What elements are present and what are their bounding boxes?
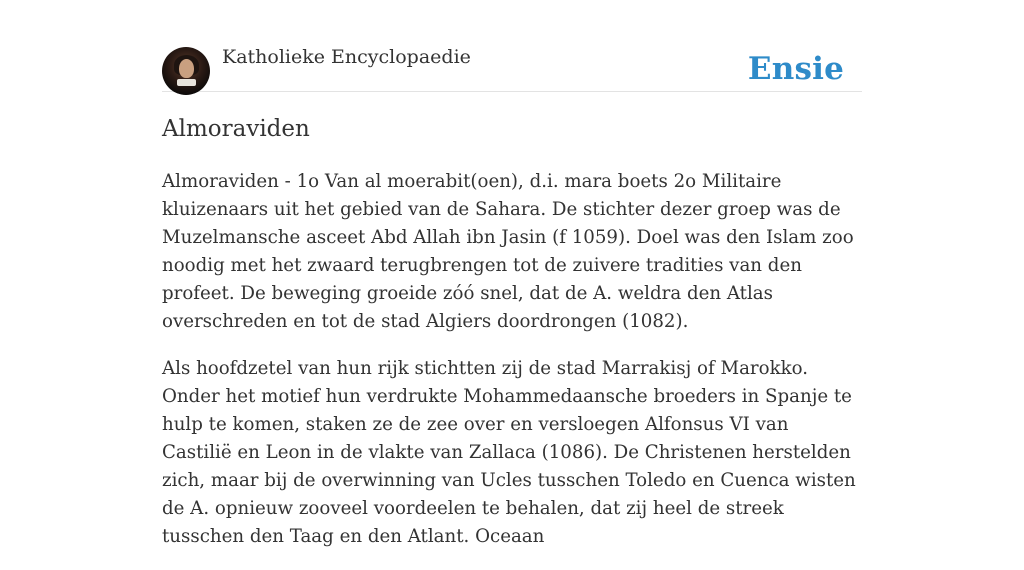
- article-body: [162, 168, 862, 570]
- page-title: Almoraviden: [162, 116, 310, 142]
- brand-logo-link[interactable]: Ensie: [747, 51, 844, 87]
- avatar[interactable]: [162, 47, 210, 95]
- site-header: [162, 0, 862, 92]
- avatar-collar: [177, 79, 196, 86]
- page-container: [162, 0, 862, 547]
- article-paragraph: Almoraviden - 1o Van al moerabit(oen), d.i. mara boets 2o Militaire kluizenaars uit het gebied van de Sahara. De stichter dezer groep was de Muzelmansche asceet Abd Allah ibn Jasin (f 1059). Doel was den Islam zoo noodig met het zwaard terugbrengen tot de zuivere tradities van den profeet. De beweging groeide zóó snel, dat de A. weldra den Atlas overschreden en tot de stad Algiers doordrongen (1082).: [162, 171, 854, 332]
- article-paragraph: Als hoofdzetel van hun rijk stichtten zij de stad Marrakisj of Marokko. Onder het motief hun verdrukte Mohammedaansche broeders in Spanje te hulp te komen, staken ze de zee over en versloegen Alfonsus VI van Castilië en Leon in de vlakte van Zallaca (1086). De Christenen herstelden zich, maar bij de overwinning van Ucles tusschen Toledo en Cuenca wisten de A. opnieuw zooveel voordeelen te behalen, dat zij heel de streek tusschen den Taag en den Atlant. Oceaan: [162, 358, 856, 547]
- site-name-link[interactable]: Katholieke Encyclopaedie: [222, 46, 471, 68]
- avatar-face: [179, 59, 194, 78]
